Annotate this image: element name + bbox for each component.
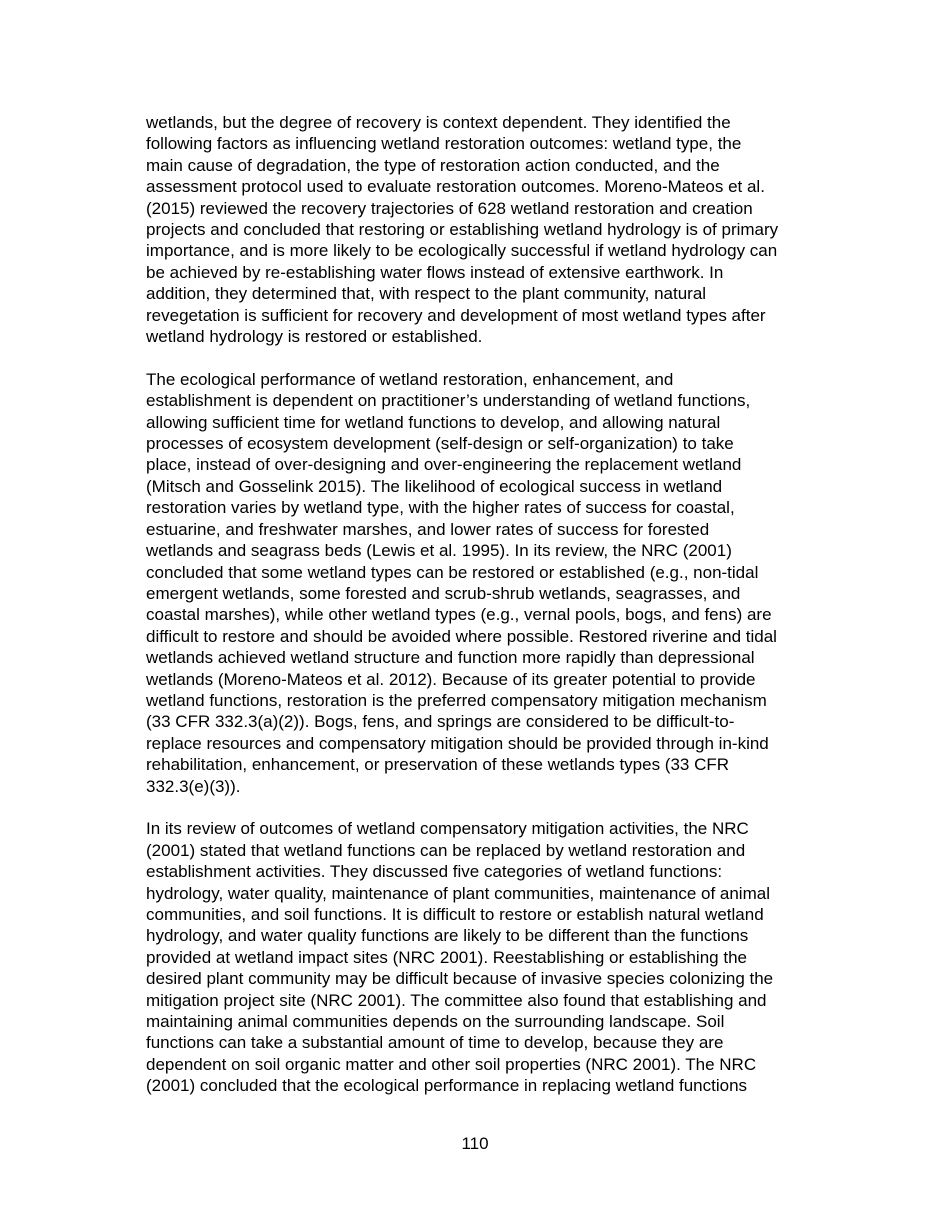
text-line: (2001) stated that wetland functions can be replaced by wetland restoration and (146, 840, 746, 860)
text-line: importance, and is more likely to be ecologically successful if wetland hydrology can (146, 241, 778, 261)
text-line: emergent wetlands, some forested and scrub-shrub wetlands, seagrasses, and (146, 583, 741, 603)
text-line: establishment activities. They discussed five categories of wetland functions: (146, 862, 723, 882)
text-line: functions can take a substantial amount of time to develop, because they are (146, 1033, 724, 1053)
text-line: coastal marshes), while other wetland types (e.g., vernal pools, bogs, and fens) are (146, 605, 772, 625)
text-line: (Mitsch and Gosselink 2015). The likelihood of ecological success in wetland (146, 476, 723, 496)
text-line: assessment protocol used to evaluate restoration outcomes. Moreno-Mateos et al. (146, 177, 765, 197)
text-line: difficult to restore and should be avoided where possible. Restored riverine and tidal (146, 626, 777, 646)
text-line: 332.3(e)(3)). (146, 776, 241, 796)
text-line: addition, they determined that, with respect to the plant community, natural (146, 284, 707, 304)
page-number: 110 (461, 1134, 489, 1153)
text-line: The ecological performance of wetland restoration, enhancement, and (146, 369, 674, 389)
text-line: wetland hydrology is restored or established. (146, 327, 483, 347)
text-line: processes of ecosystem development (self-design or self-organization) to take (146, 434, 734, 454)
text-line: allowing sufficient time for wetland functions to develop, and allowing natural (146, 412, 721, 432)
text-line: (2015) reviewed the recovery trajectories of 628 wetland restoration and creation (146, 198, 753, 218)
text-line: following factors as influencing wetland restoration outcomes: wetland type, the (146, 134, 742, 154)
paragraph-3 (146, 818, 844, 1096)
text-line: (2001) concluded that the ecological performance in replacing wetland functions (146, 1076, 748, 1096)
paragraph-2 (146, 369, 844, 797)
text-line: establishment is dependent on practitioner’s understanding of wetland functions, (146, 391, 751, 411)
text-line: rehabilitation, enhancement, or preservation of these wetlands types (33 CFR (146, 755, 730, 775)
text-line: place, instead of over-designing and over-engineering the replacement wetland (146, 455, 742, 475)
text-line: wetland functions, restoration is the preferred compensatory mitigation mechanism (146, 690, 767, 710)
text-line: restoration varies by wetland type, with the higher rates of success for coastal, (146, 498, 735, 518)
text-line: hydrology, and water quality functions are likely to be different than the functions (146, 926, 749, 946)
text-line: dependent on soil organic matter and other soil properties (NRC 2001). The NRC (146, 1054, 757, 1074)
text-line: provided at wetland impact sites (NRC 2001). Reestablishing or establishing the (146, 947, 747, 967)
text-line: projects and concluded that restoring or establishing wetland hydrology is of primary (146, 220, 779, 240)
text-line: concluded that some wetland types can be restored or established (e.g., non-tidal (146, 562, 759, 582)
text-line: maintaining animal communities depends on the surrounding landscape. Soil (146, 1012, 725, 1032)
text-line: revegetation is sufficient for recovery and development of most wetland types after (146, 305, 766, 325)
text-line: wetlands (Moreno-Mateos et al. 2012). Because of its greater potential to provide (146, 669, 756, 689)
text-line: replace resources and compensatory mitigation should be provided through in-kind (146, 733, 769, 753)
text-line: In its review of outcomes of wetland compensatory mitigation activities, the NRC (146, 819, 749, 839)
text-line: (33 CFR 332.3(a)(2)). Bogs, fens, and springs are considered to be difficult-to- (146, 712, 735, 732)
text-line: hydrology, water quality, maintenance of plant communities, maintenance of animal (146, 883, 770, 903)
text-line: wetlands achieved wetland structure and function more rapidly than depressional (146, 648, 755, 668)
text-line: be achieved by re-establishing water flows instead of extensive earthwork. In (146, 262, 724, 282)
text-line: communities, and soil functions. It is difficult to restore or establish natural wetland (146, 905, 764, 924)
paragraph-1 (146, 112, 844, 347)
text-line: estuarine, and freshwater marshes, and lower rates of success for forested (146, 519, 710, 539)
text-line: main cause of degradation, the type of restoration action conducted, and the (146, 155, 720, 175)
text-line: desired plant community may be difficult because of invasive species colonizing the (146, 969, 774, 989)
text-line: wetlands, but the degree of recovery is context dependent. They identified the (146, 113, 731, 132)
text-line: wetlands and seagrass beds (Lewis et al. 1995). In its review, the NRC (2001) (146, 541, 732, 561)
body-text (146, 112, 844, 1118)
text-line: mitigation project site (NRC 2001). The committee also found that establishing and (146, 990, 767, 1010)
